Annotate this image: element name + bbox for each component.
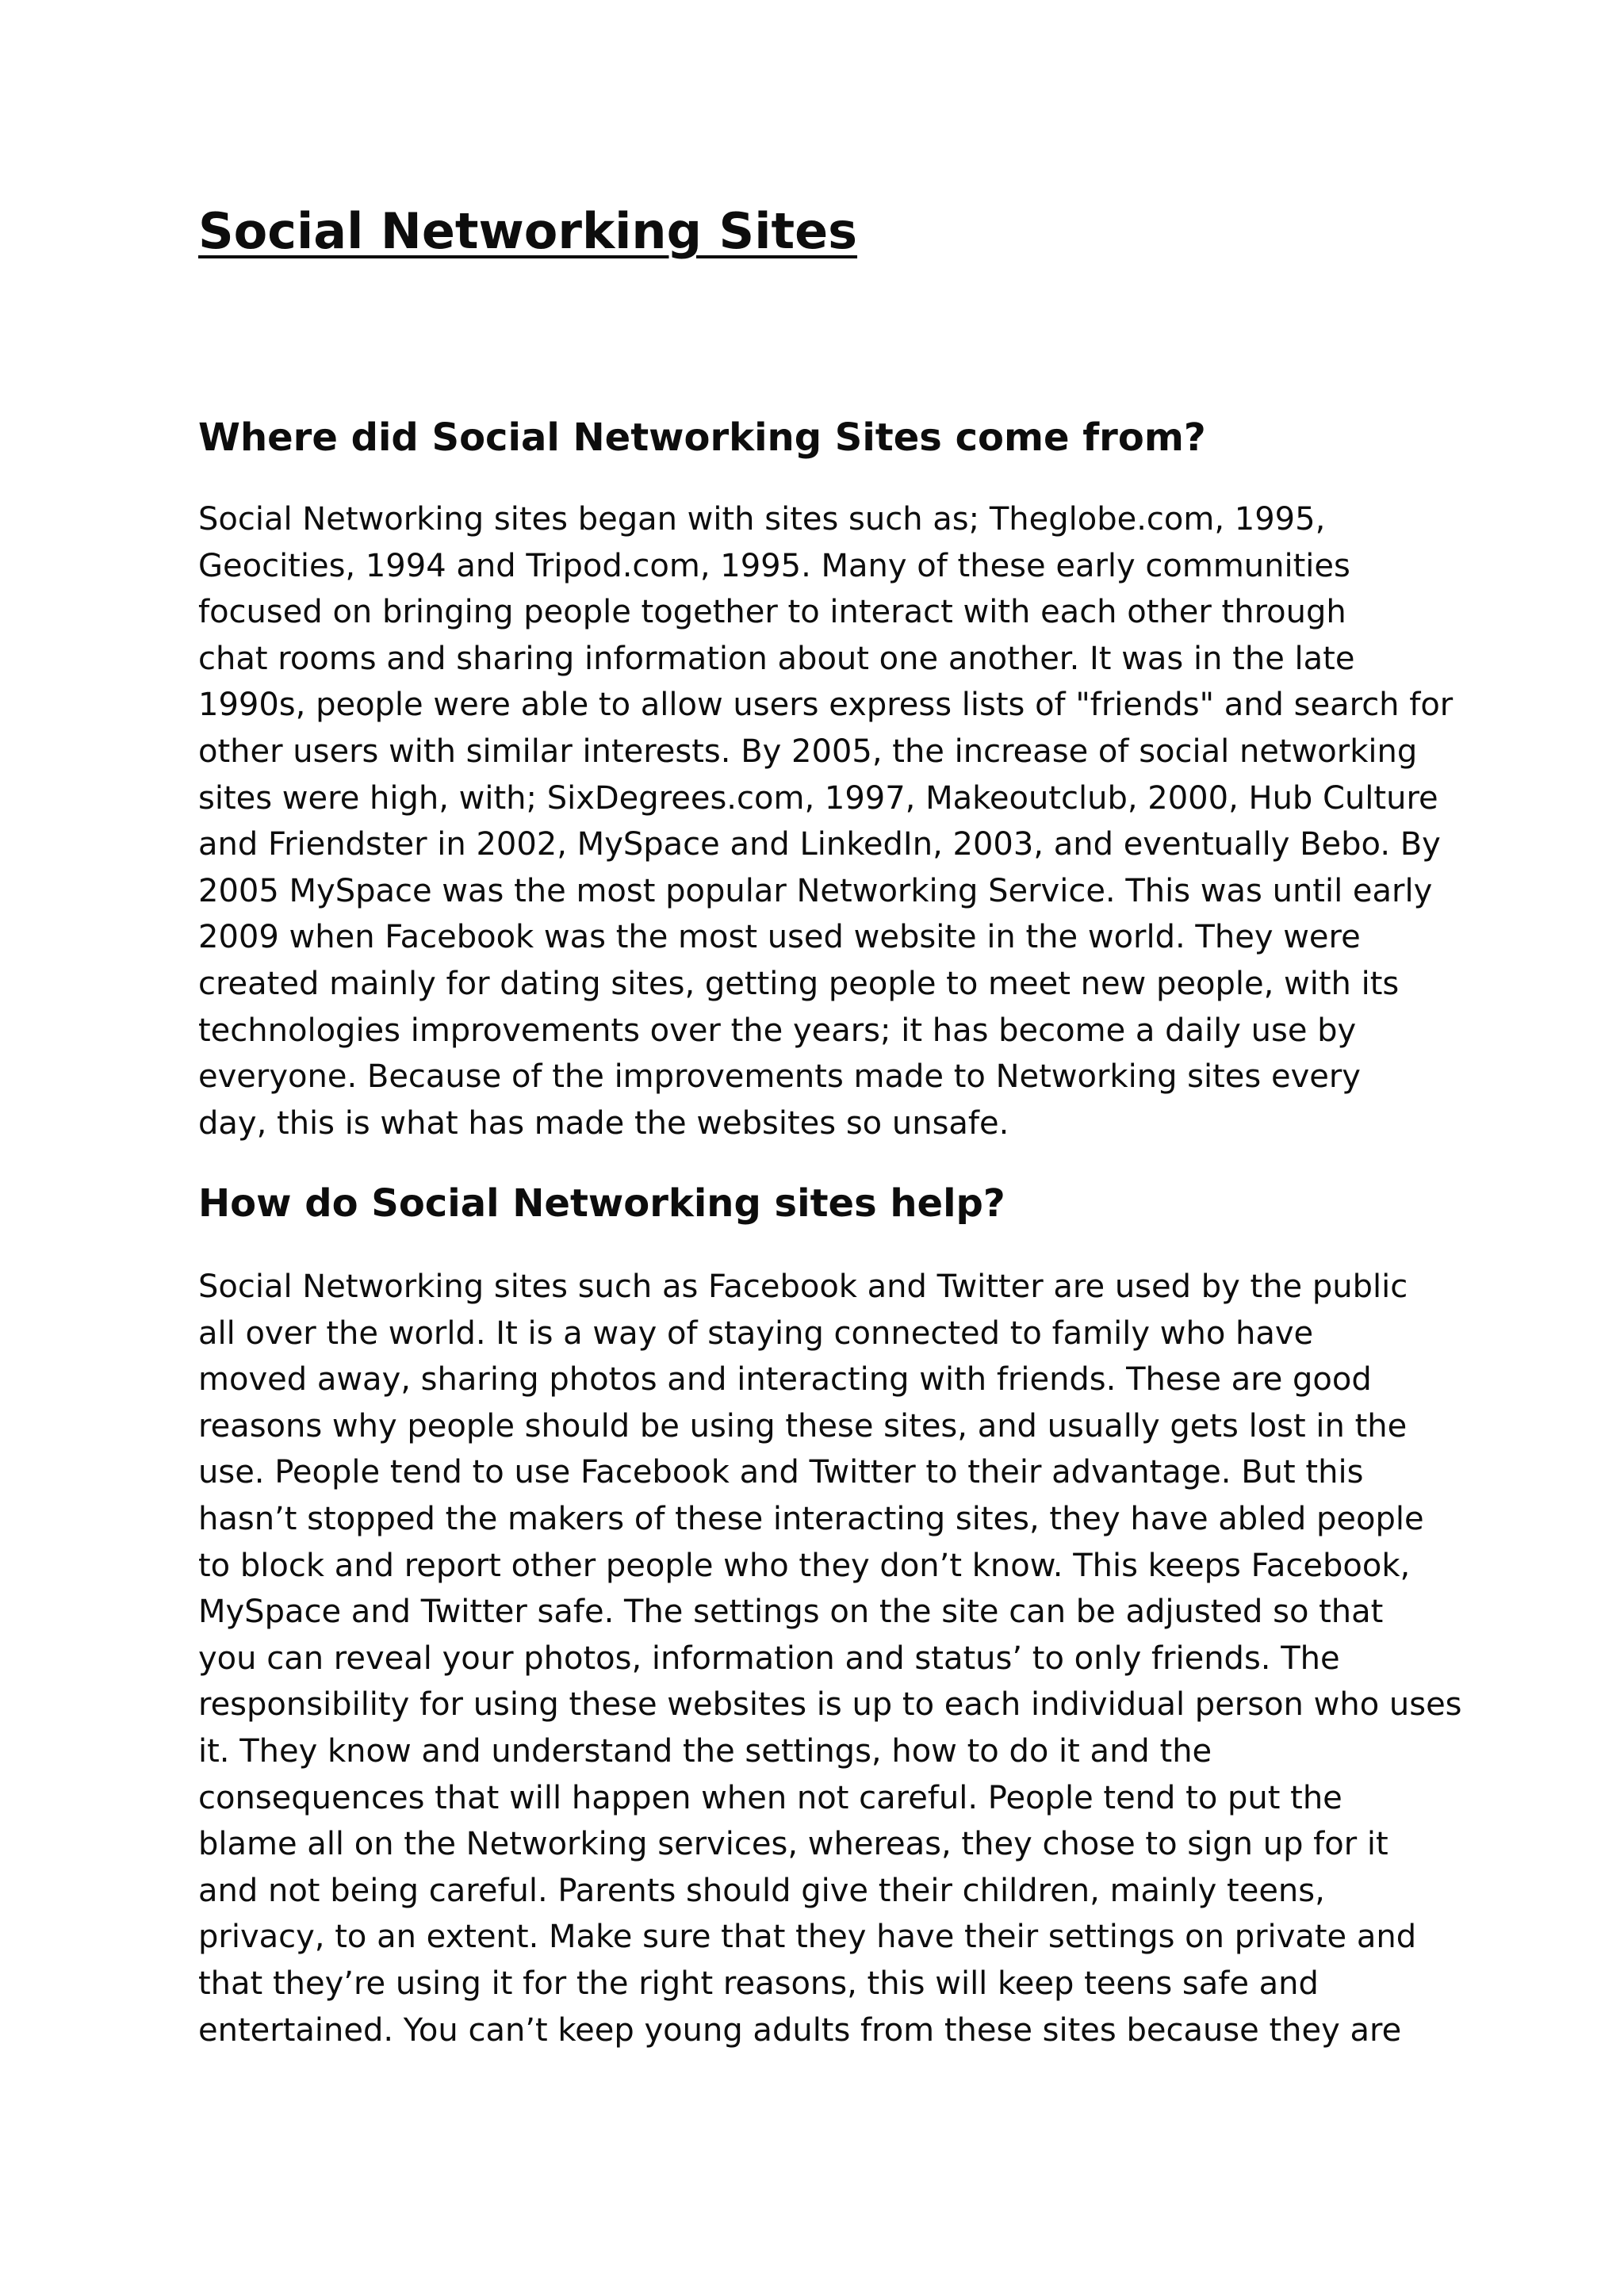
paragraph-line: privacy, to an extent. Make sure that they have their settings on private and — [198, 1919, 1417, 1956]
paragraph-line: responsibility for using these websites is up to each individual person who uses — [198, 1686, 1462, 1724]
paragraph-line: Social Networking sites began with sites such as; Theglobe.com, 1995, — [198, 501, 1326, 538]
paragraph-line: day, this is what has made the websites so unsafe. — [198, 1104, 1009, 1142]
document-title: Social Networking Sites — [198, 202, 858, 260]
paragraph-line: Geocities, 1994 and Tripod.com, 1995. Many of these early communities — [198, 547, 1350, 584]
paragraph-line: Social Networking sites such as Facebook and Twitter are used by the public — [198, 1269, 1408, 1305]
paragraph-line: MySpace and Twitter safe. The settings on the site can be adjusted so that — [198, 1594, 1384, 1631]
paragraph-line: it. They know and understand the settings, how to do it and the — [198, 1732, 1212, 1770]
paragraph-line: created mainly for dating sites, getting people to meet new people, with its — [198, 965, 1400, 1002]
paragraph-line: moved away, sharing photos and interacting with friends. These are good — [198, 1361, 1372, 1399]
paragraph-line: sites were high, with; SixDegrees.com, 1997, Makeoutclub, 2000, Hub Culture — [198, 779, 1438, 817]
section-paragraph-benefits — [198, 1264, 1462, 2053]
paragraph-line: other users with similar interests. By 2005, the increase of social networking — [198, 733, 1418, 770]
paragraph-line: to block and report other people who they don’t know. This keeps Facebook, — [198, 1547, 1411, 1584]
paragraph-line: and Friendster in 2002, MySpace and LinkedIn, 2003, and eventually Bebo. By — [198, 826, 1441, 863]
paragraph-line: all over the world. It is a way of staying connected to family who have — [198, 1314, 1314, 1352]
paragraph-line: and not being careful. Parents should give their children, mainly teens, — [198, 1872, 1325, 1909]
paragraph-line: 2005 MySpace was the most popular Networking Service. This was until early — [198, 872, 1433, 909]
paragraph-line: consequences that will happen when not careful. People tend to put the — [198, 1779, 1342, 1816]
section-paragraph-origins — [198, 496, 1454, 1146]
paragraph-line: reasons why people should be using these sites, and usually gets lost in the — [198, 1407, 1408, 1445]
paragraph-line: technologies improvements over the years; it has become a daily use by — [198, 1012, 1357, 1049]
paragraph-line: 1990s, people were able to allow users express lists of "friends" and search for — [198, 687, 1454, 724]
section-heading-benefits: How do Social Networking sites help? — [198, 1181, 1005, 1226]
paragraph-line: chat rooms and sharing information about one another. It was in the late — [198, 640, 1355, 677]
paragraph-line: use. People tend to use Facebook and Twitter to their advantage. But this — [198, 1454, 1364, 1491]
section-heading-origins: Where did Social Networking Sites come from? — [198, 415, 1206, 460]
paragraph-line: everyone. Because of the improvements made to Networking sites every — [198, 1058, 1361, 1096]
paragraph-line: you can reveal your photos, information and status’ to only friends. The — [198, 1640, 1340, 1677]
paragraph-line: that they’re using it for the right reasons, this will keep teens safe and — [198, 1965, 1319, 2002]
paragraph-line: hasn’t stopped the makers of these interacting sites, they have abled people — [198, 1500, 1424, 1537]
paragraph-line: focused on bringing people together to interact with each other through — [198, 594, 1346, 631]
paragraph-line: blame all on the Networking services, whereas, they chose to sign up for it — [198, 1826, 1388, 1863]
paragraph-line: 2009 when Facebook was the most used website in the world. They were — [198, 919, 1361, 956]
paragraph-line: entertained. You can’t keep young adults from these sites because they are — [198, 2011, 1402, 2049]
